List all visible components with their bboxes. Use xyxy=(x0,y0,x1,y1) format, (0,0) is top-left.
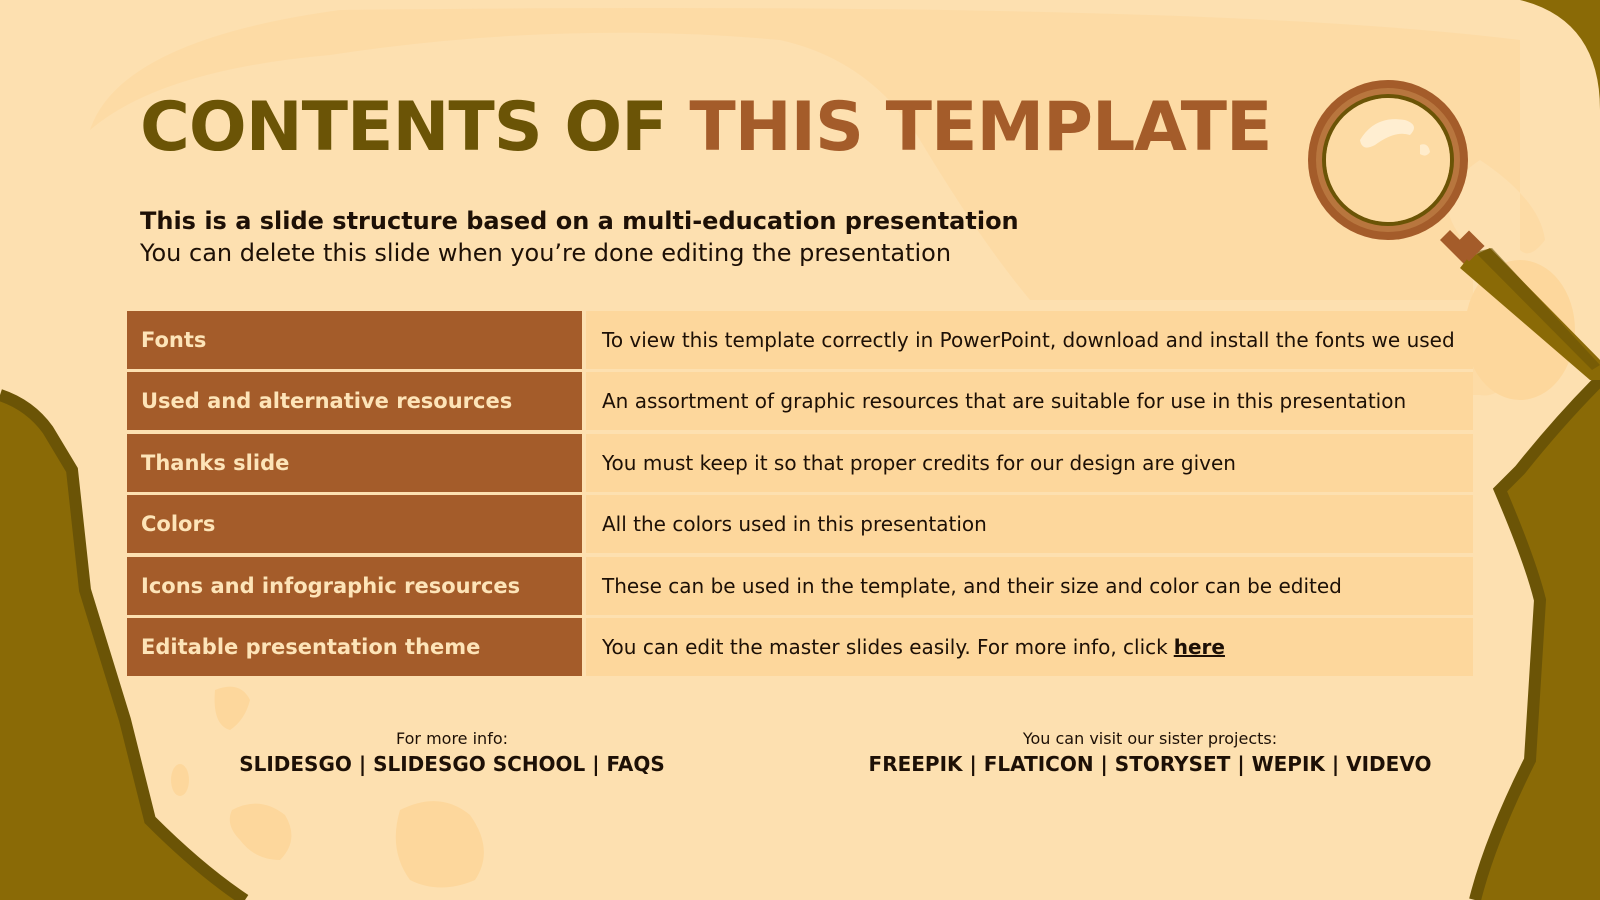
row-value-icons: These can be used in the template, and their size and color can be edited xyxy=(586,557,1473,615)
footer-right-label: You can visit our sister projects: xyxy=(1022,729,1278,748)
row-key-thanks: Thanks slide xyxy=(127,434,582,492)
table-row xyxy=(127,434,1473,492)
row-value-resources: An assortment of graphic resources that are suitable for use in this presentation xyxy=(586,372,1473,430)
footer-right-links[interactable]: FREEPIK | FLATICON | STORYSET | WEPIK | VIDEVO xyxy=(868,752,1432,776)
row-key-fonts: Fonts xyxy=(127,311,582,369)
footer-sister-projects xyxy=(840,728,1460,778)
theme-text: You can edit the master slides easily. For more info, click xyxy=(602,634,1168,659)
title-part-1: CONTENTS OF xyxy=(140,88,667,167)
row-value-fonts: To view this template correctly in PowerPoint, download and install the fonts we used xyxy=(586,311,1473,369)
table-row xyxy=(127,372,1473,430)
row-value-thanks: You must keep it so that proper credits for our design are given xyxy=(586,434,1473,492)
subtitle-normal: You can delete this slide when you’re done editing the presentation xyxy=(140,239,952,267)
footer-left-label: For more info: xyxy=(395,729,508,748)
subtitle-bold: This is a slide structure based on a multi-education presentation xyxy=(140,207,1019,235)
footer-left-links[interactable]: SLIDESGO | SLIDESGO SCHOOL | FAQS xyxy=(239,752,665,776)
table-row xyxy=(127,311,1473,369)
row-key-theme: Editable presentation theme xyxy=(127,618,582,676)
here-link[interactable]: here xyxy=(1173,634,1225,659)
row-value-theme xyxy=(586,618,1473,676)
contents-table xyxy=(127,311,1473,679)
table-row xyxy=(127,495,1473,553)
magnifying-glass-icon xyxy=(1300,80,1600,380)
table-row xyxy=(127,618,1473,676)
row-key-resources: Used and alternative resources xyxy=(127,372,582,430)
footer-more-info xyxy=(212,728,692,778)
subtitle xyxy=(140,205,1140,269)
row-key-icons: Icons and infographic resources xyxy=(127,557,582,615)
page-title xyxy=(140,88,1271,168)
row-value-colors: All the colors used in this presentation xyxy=(586,495,1473,553)
title-part-2: THIS TEMPLATE xyxy=(689,88,1272,167)
row-key-colors: Colors xyxy=(127,495,582,553)
table-row xyxy=(127,557,1473,615)
